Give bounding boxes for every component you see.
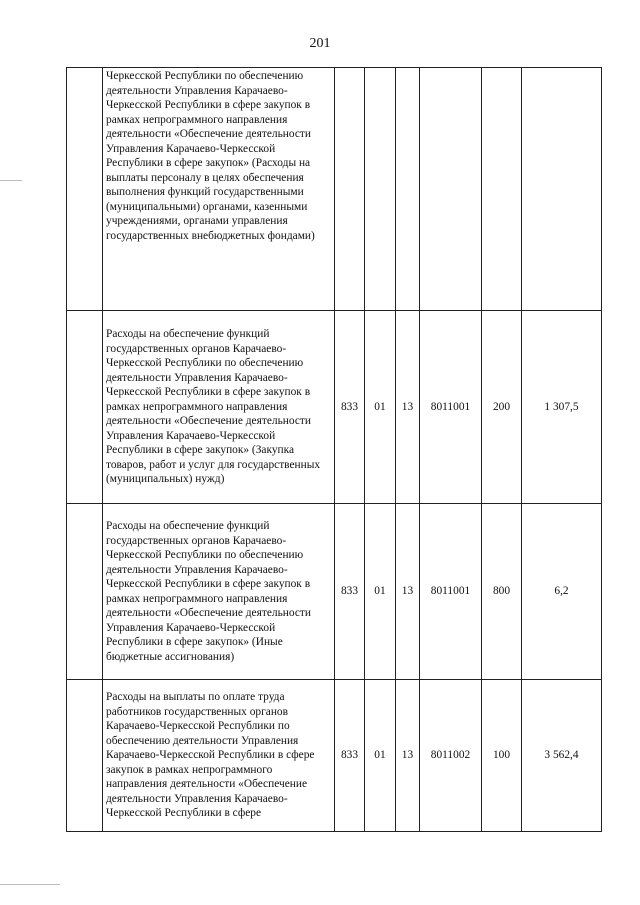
ministry-code-cell: 833	[335, 311, 365, 504]
expense-type-cell: 100	[482, 680, 522, 832]
table-row	[67, 311, 602, 504]
target-article-cell: 8011002	[420, 680, 482, 832]
row-number-cell	[67, 68, 103, 311]
ministry-code-cell: 833	[335, 680, 365, 832]
scan-edge-mark	[0, 180, 22, 181]
expense-type-cell: 800	[482, 504, 522, 680]
section-cell: 01	[365, 311, 396, 504]
amount-cell: 1 307,5	[522, 311, 602, 504]
subsection-cell: 13	[396, 504, 420, 680]
target-article-cell: 8011001	[420, 311, 482, 504]
table-row	[67, 68, 602, 311]
ministry-code-cell	[335, 68, 365, 311]
page-number: 201	[309, 36, 331, 51]
section-cell: 01	[365, 504, 396, 680]
description-cell: Черкесской Республики по обеспечению деятельности Управления Карачаево-Черкесской Республики в сфере закупок в рамках непрограммного направления деятельности «Обеспечение деятельности Управления Карачаево-Черкесской Республики в сфере закупок» (Расходы на выплаты персоналу в целях обеспечения выполнения функций государственными (муниципальными) органами, казенными учреждениями, органами управления государственных внебюджетных фондами)	[103, 68, 335, 311]
expense-type-cell	[482, 68, 522, 311]
section-cell: 01	[365, 680, 396, 832]
amount-cell	[522, 68, 602, 311]
amount-cell: 6,2	[522, 504, 602, 680]
ministry-code-cell: 833	[335, 504, 365, 680]
budget-table	[66, 67, 602, 832]
row-number-cell	[67, 680, 103, 832]
description-cell: Расходы на обеспечение функций государственных органов Карачаево-Черкесской Республики по обеспечению деятельности Управления Карачаево-Черкесской Республики в сфере закупок в рамках непрограммного направления деятельности «Обеспечение деятельности Управления Карачаево-Черкесской Республики в сфере закупок» (Закупка товаров, работ и услуг для государственных (муниципальных) нужд)	[103, 311, 335, 504]
target-article-cell	[420, 68, 482, 311]
subsection-cell	[396, 68, 420, 311]
table-row	[67, 680, 602, 832]
section-cell	[365, 68, 396, 311]
table-row	[67, 504, 602, 680]
expense-type-cell: 200	[482, 311, 522, 504]
row-number-cell	[67, 311, 103, 504]
description-cell: Расходы на обеспечение функций государственных органов Карачаево-Черкесской Республики по обеспечению деятельности Управления Карачаево-Черкесской Республики в сфере закупок в рамках непрограммного направления деятельности «Обеспечение деятельности Управления Карачаево-Черкесской Республики в сфере закупок» (Иные бюджетные ассигнования)	[103, 504, 335, 680]
target-article-cell: 8011001	[420, 504, 482, 680]
row-number-cell	[67, 504, 103, 680]
subsection-cell: 13	[396, 680, 420, 832]
subsection-cell: 13	[396, 311, 420, 504]
description-cell: Расходы на выплаты по оплате труда работников государственных органов Карачаево-Черкесской Республики по обеспечению деятельности Управления Карачаево-Черкесской Республики в сфере закупок в рамках непрограммного направления деятельности «Обеспечение деятельности Управления Карачаево-Черкесской Республики в сфере	[103, 680, 335, 832]
scan-edge-mark	[0, 884, 60, 885]
amount-cell: 3 562,4	[522, 680, 602, 832]
